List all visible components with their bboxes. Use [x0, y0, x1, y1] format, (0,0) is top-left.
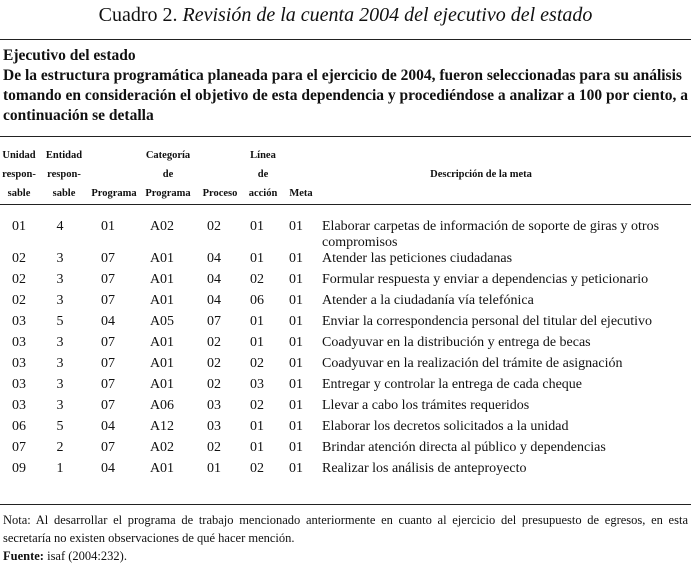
cell: 03 — [207, 398, 221, 413]
divider — [0, 204, 691, 205]
cell: A01 — [149, 272, 175, 287]
cell-description: Formular respuesta y enviar a dependencias y peticionario — [322, 272, 649, 287]
cell: 02 — [250, 272, 264, 287]
cell: 01 — [12, 219, 26, 234]
cell: 01 — [289, 293, 303, 308]
cell: 3 — [56, 293, 64, 308]
table-row — [0, 335, 676, 356]
cell: 07 — [12, 440, 26, 455]
table-row — [0, 251, 676, 272]
col-programa: Programa — [91, 188, 137, 199]
source-text: isaf (2004:232). — [47, 549, 127, 563]
cell: 01 — [289, 356, 303, 371]
cell: 02 — [207, 219, 221, 234]
col-descripcion: Descripción de la meta — [430, 169, 532, 180]
cell: 06 — [250, 293, 264, 308]
source-label: Fuente: — [3, 549, 44, 563]
goals-table — [0, 219, 676, 482]
col-meta: Meta — [289, 188, 313, 199]
cell: 02 — [207, 377, 221, 392]
cell: A01 — [149, 377, 175, 392]
section-description: De la estructura programática planeada para el ejercicio de 2004, fueron seleccionadas para su análisis tomando en consideración el objetivo de esta dependencia y procediéndose a analizar a 100 por ciento, a continuación se detalla — [3, 67, 688, 124]
cell: 07 — [101, 335, 115, 350]
cell-description: Coadyuvar en la distribución y entrega de becas — [322, 335, 591, 350]
cell: 5 — [56, 419, 64, 434]
cell: 04 — [207, 293, 221, 308]
col-entidad: Entidad respon- sable — [45, 150, 83, 199]
cell: 06 — [12, 419, 26, 434]
col-linea: Línea de acción — [248, 150, 278, 199]
table-row — [0, 293, 676, 314]
cell: 01 — [289, 251, 303, 266]
cell: 03 — [12, 377, 26, 392]
cell: 04 — [207, 272, 221, 287]
cell: 02 — [250, 356, 264, 371]
note-text: Nota: Al desarrollar el programa de trabajo mencionado anteriormente en cuanto al ejercicio del presupuesto de egresos, en esta secretaría no existen observaciones de qué hacer mención. — [3, 513, 688, 545]
cell-description: Elaborar carpetas de información de soporte de giras y otros compromisos — [322, 219, 660, 250]
cell-description: Elaborar los decretos solicitados a la unidad — [322, 419, 569, 434]
cell: A01 — [149, 251, 175, 266]
cell: 01 — [289, 377, 303, 392]
cell: 07 — [101, 251, 115, 266]
cell: 09 — [12, 461, 26, 476]
cell: 01 — [289, 440, 303, 455]
cell: A05 — [149, 314, 175, 329]
cell: 01 — [250, 251, 264, 266]
cell: 03 — [250, 377, 264, 392]
cell: 3 — [56, 335, 64, 350]
table-row — [0, 377, 676, 398]
cell-description: Atender las peticiones ciudadanas — [322, 251, 513, 266]
table-row — [0, 461, 676, 482]
caption-title: Revisión de la cuenta 2004 del ejecutivo del estado — [182, 4, 593, 26]
cell: 3 — [56, 272, 64, 287]
section-header — [3, 46, 689, 126]
cell: A06 — [149, 398, 175, 413]
cell-description: Entregar y controlar la entrega de cada cheque — [322, 377, 583, 392]
cell: 04 — [207, 251, 221, 266]
cell: 04 — [101, 314, 115, 329]
table-caption — [0, 4, 691, 27]
cell: 07 — [101, 356, 115, 371]
cell: 3 — [56, 251, 64, 266]
cell: 07 — [101, 293, 115, 308]
cell: 02 — [250, 398, 264, 413]
divider — [0, 136, 691, 137]
cell-description: Brindar atención directa al público y dependencias — [322, 440, 606, 455]
divider — [0, 39, 691, 40]
cell: 4 — [56, 219, 64, 234]
caption-number: Cuadro 2. — [98, 4, 178, 26]
col-unidad: Unidad respon- sable — [2, 150, 36, 199]
cell: 02 — [12, 251, 26, 266]
cell: 3 — [56, 377, 64, 392]
cell: 3 — [56, 356, 64, 371]
cell: 02 — [12, 293, 26, 308]
cell: A01 — [149, 293, 175, 308]
cell: 01 — [289, 419, 303, 434]
cell: 01 — [250, 219, 264, 234]
cell-description: Llevar a cabo los trámites requeridos — [322, 398, 530, 413]
cell: 04 — [101, 461, 115, 476]
cell: 02 — [12, 272, 26, 287]
table-row — [0, 272, 676, 293]
cell: 03 — [207, 419, 221, 434]
cell: 01 — [101, 219, 115, 234]
cell: 07 — [101, 377, 115, 392]
table-row — [0, 419, 676, 440]
cell: 01 — [207, 461, 221, 476]
cell: A02 — [149, 219, 175, 234]
cell: 03 — [12, 314, 26, 329]
col-categoria: Categoría de Programa — [145, 150, 191, 199]
cell: 01 — [250, 335, 264, 350]
cell: A12 — [149, 419, 175, 434]
cell: 01 — [250, 419, 264, 434]
footnote — [3, 511, 688, 565]
cell: 3 — [56, 398, 64, 413]
cell: 03 — [12, 335, 26, 350]
cell: 07 — [101, 272, 115, 287]
cell-description: Atender a la ciudadanía vía telefónica — [322, 293, 534, 308]
cell: 01 — [250, 440, 264, 455]
col-proceso: Proceso — [202, 188, 238, 199]
cell: 01 — [289, 335, 303, 350]
cell: 2 — [56, 440, 64, 455]
table-row — [0, 356, 676, 377]
cell-description: Realizar los análisis de anteproyecto — [322, 461, 527, 476]
cell: 07 — [101, 440, 115, 455]
cell: 02 — [207, 440, 221, 455]
table-row — [0, 398, 676, 419]
cell: 01 — [289, 314, 303, 329]
cell-description: Enviar la correspondencia personal del titular del ejecutivo — [322, 314, 653, 329]
cell: 01 — [289, 461, 303, 476]
cell: 03 — [12, 398, 26, 413]
cell: 01 — [250, 314, 264, 329]
cell: A01 — [149, 356, 175, 371]
cell: 1 — [56, 461, 64, 476]
cell: 03 — [12, 356, 26, 371]
cell: 02 — [207, 356, 221, 371]
cell-description: Coadyuvar en la realización del trámite de asignación — [322, 356, 623, 371]
cell: 04 — [101, 419, 115, 434]
cell: 07 — [101, 398, 115, 413]
cell: 02 — [207, 335, 221, 350]
cell: 07 — [207, 314, 221, 329]
section-title: Ejecutivo del estado — [3, 47, 136, 64]
cell: A01 — [149, 335, 175, 350]
cell: 01 — [289, 272, 303, 287]
divider — [0, 504, 691, 505]
cell: 02 — [250, 461, 264, 476]
table-row — [0, 219, 676, 251]
cell: A01 — [149, 461, 175, 476]
cell: 5 — [56, 314, 64, 329]
table-row — [0, 440, 676, 461]
table-row — [0, 314, 676, 335]
cell: 01 — [289, 398, 303, 413]
cell: A02 — [149, 440, 175, 455]
cell: 01 — [289, 219, 303, 234]
